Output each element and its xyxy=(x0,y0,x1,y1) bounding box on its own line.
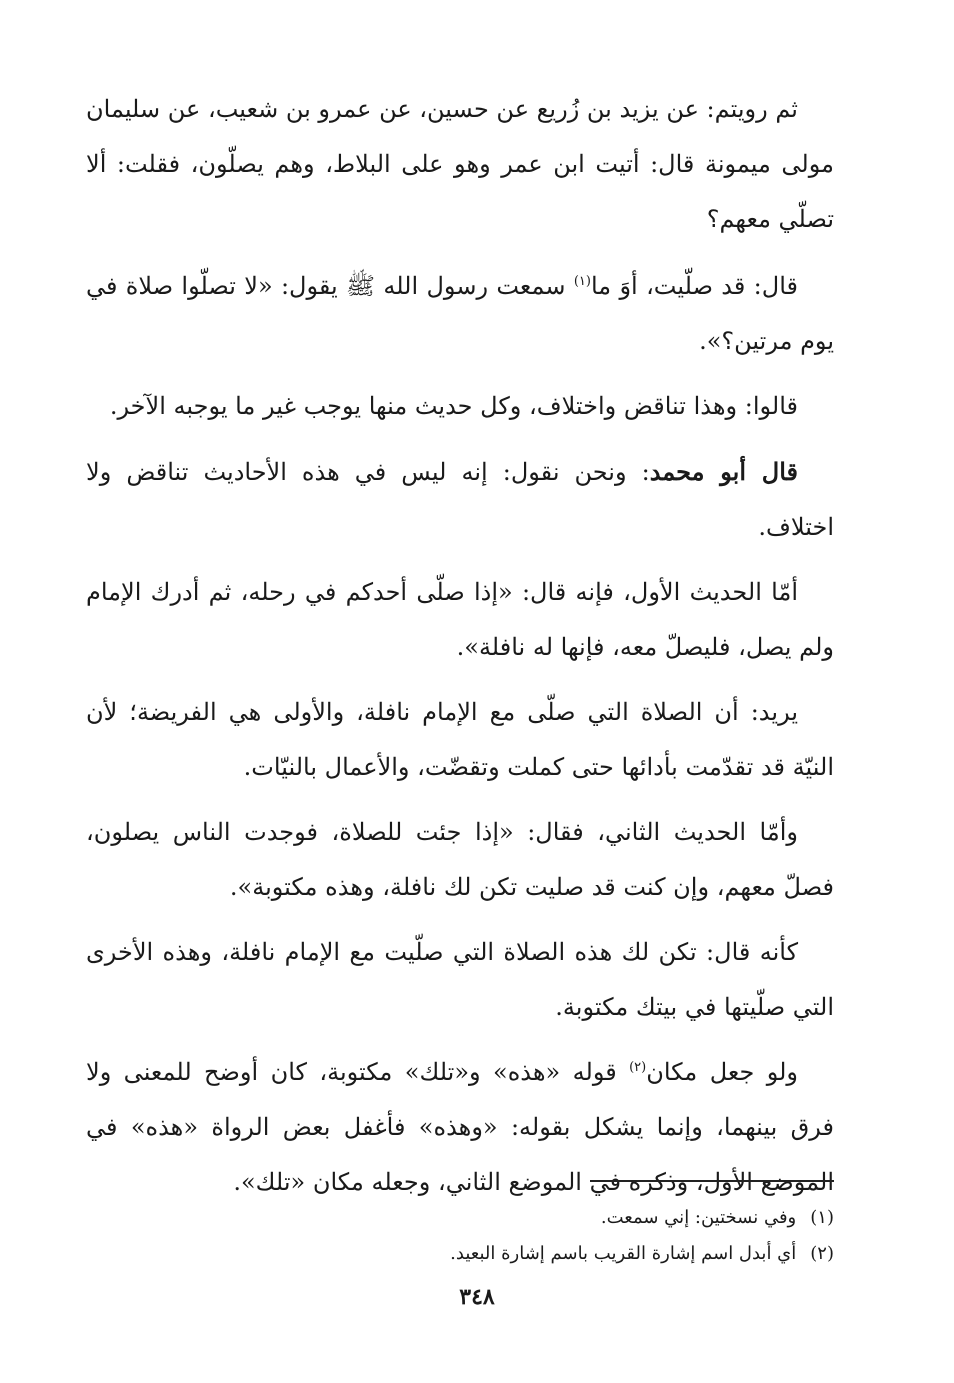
footnote xyxy=(134,1236,834,1272)
page-number: ٣٤٨ xyxy=(459,1284,495,1310)
paragraph xyxy=(86,1045,834,1210)
footnote-divider xyxy=(590,1180,834,1182)
paragraph xyxy=(86,925,834,1035)
main-text xyxy=(86,82,834,1220)
footnote-ref[interactable]: (٢) xyxy=(629,1060,647,1075)
paragraph-text: يريد: أن الصلاة التي صلّى مع الإمام نافلة، والأولى هي الفريضة؛ لأن النيّة قد تقدّمت بأدائها حتى كملت وتقضّت، والأعمال بالنيّات. xyxy=(86,698,834,781)
paragraph-text: ولو جعل مكان xyxy=(646,1058,798,1086)
footnote-text: أي أبدل اسم إشارة القريب باسم إشارة البعيد. xyxy=(450,1243,797,1264)
footnote-number: (١) xyxy=(810,1207,834,1228)
paragraph xyxy=(86,259,834,369)
paragraph-text: ثم رويتم: عن يزيد بن زُريع عن حسين، عن عمرو بن شعيب، عن سليمان مولى ميمونة قال: أتيت ابن عمر وهو على البلاط، وهم يصلّون، فقلت: ألا تصلّي معهم؟ xyxy=(86,95,834,233)
footnote-number: (٢) xyxy=(810,1243,834,1264)
paragraph-text: قالوا: وهذا تناقض واختلاف، وكل حديث منها يوجب غير ما يوجبه الآخر. xyxy=(109,392,798,420)
paragraph xyxy=(86,379,834,434)
paragraph-text: أمّا الحديث الأول، فإنه قال: «إذا صلّى أحدكم في رحله، ثم أدرك الإمام ولم يصل، فليصلّ معه، فإنها له نافلة». xyxy=(86,578,834,661)
footnote xyxy=(134,1200,834,1236)
paragraph xyxy=(86,565,834,675)
paragraph-text: وأمّا الحديث الثاني، فقال: «إذا جئت للصلاة، فوجدت الناس يصلون، فصلّ معهم، وإن كنت قد صليت تكن لك نافلة، وهذه مكتوبة». xyxy=(86,818,834,901)
footnote-text: وفي نسختين: إني سمعت. xyxy=(600,1207,797,1228)
paragraph xyxy=(86,685,834,795)
paragraph-text: سمعت رسول الله ﷺ يقول: «لا تصلّوا صلاة في يوم مرتين؟». xyxy=(86,272,834,355)
paragraph xyxy=(86,82,834,247)
paragraph-text: قال: قد صلّيت، أوَ ما xyxy=(590,272,798,300)
paragraph xyxy=(86,805,834,915)
footnotes xyxy=(134,1200,834,1272)
paragraph-text: : ونحن نقول: إنه ليس في هذه الأحاديث تناقض ولا اختلاف. xyxy=(86,458,834,541)
footnote-ref[interactable]: (١) xyxy=(573,274,591,289)
paragraph-text: قوله «هذه» و«تلك» مكتوبة، كان أوضح للمعنى ولا فرق بينهما، وإنما يشكل بقوله: «وهذه» فأغفل بعض الرواة «هذه» في الموضع الأول، وذكره في الموضع الثاني، وجعله مكان «تلك». xyxy=(86,1058,834,1196)
paragraph xyxy=(86,444,834,555)
speaker-name: قال أبو محمد xyxy=(649,457,799,486)
paragraph-text: كأنه قال: تكن لك هذه الصلاة التي صلّيت مع الإمام نافلة، وهذه الأخرى التي صلّيتها في بيتك مكتوبة. xyxy=(86,938,834,1021)
